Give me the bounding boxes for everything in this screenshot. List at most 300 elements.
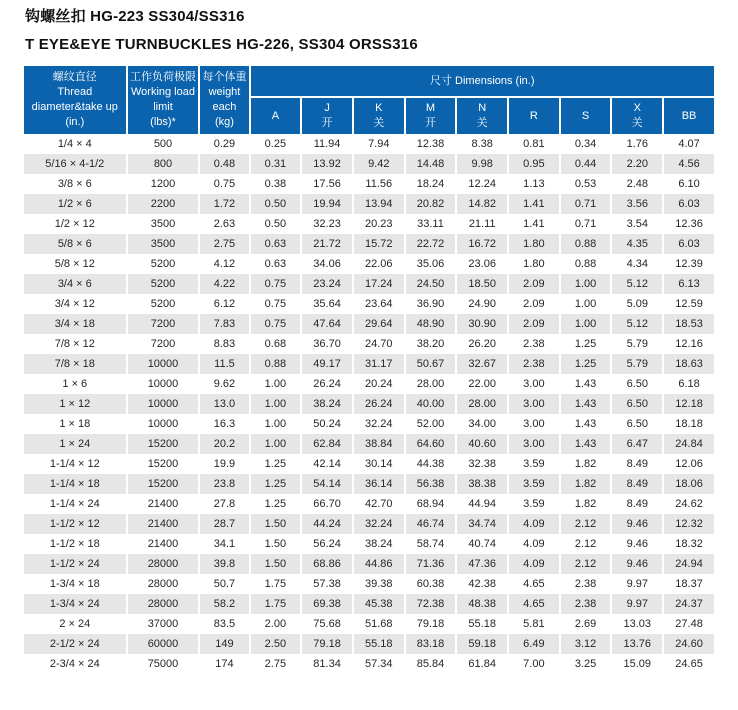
table-cell: 26.20	[457, 334, 507, 354]
table-cell: 0.31	[251, 154, 301, 174]
table-cell: 2.69	[561, 614, 611, 634]
table-cell: 8.49	[612, 494, 662, 514]
header-line: Working load	[130, 86, 195, 99]
table-row	[24, 494, 714, 514]
table-cell: 47.64	[302, 314, 352, 334]
table-cell: 15200	[128, 474, 199, 494]
table-cell: 6.03	[664, 234, 714, 254]
table-cell: 55.18	[354, 634, 404, 654]
table-row	[24, 374, 714, 394]
table-cell: 1.00	[251, 394, 301, 414]
table-cell: 1 × 18	[24, 414, 126, 434]
table-cell: 2.09	[509, 294, 559, 314]
table-cell: 38.20	[406, 334, 456, 354]
table-cell: 2200	[128, 194, 199, 214]
table-cell: 36.90	[406, 294, 456, 314]
table-cell: 1.76	[612, 134, 662, 154]
table-cell: 26.24	[302, 374, 352, 394]
table-cell: 4.09	[509, 534, 559, 554]
table-cell: 1-3/4 × 18	[24, 574, 126, 594]
table-cell: 12.18	[664, 394, 714, 414]
table-cell: 38.84	[354, 434, 404, 454]
table-cell: 51.68	[354, 614, 404, 634]
table-cell: 15200	[128, 454, 199, 474]
table-cell: 1.00	[561, 294, 611, 314]
table-cell: 36.14	[354, 474, 404, 494]
table-cell: 4.07	[664, 134, 714, 154]
page-title-english: T EYE&EYE TURNBUCKLES HG-226, SS304 ORSS316	[25, 36, 418, 53]
table-cell: 12.36	[664, 214, 714, 234]
table-cell: 1.50	[251, 514, 301, 534]
table-cell: 57.38	[302, 574, 352, 594]
table-cell: 20.2	[200, 434, 248, 454]
table-cell: 1 × 6	[24, 374, 126, 394]
table-cell: 79.18	[406, 614, 456, 634]
table-cell: 2.48	[612, 174, 662, 194]
table-cell: 12.39	[664, 254, 714, 274]
table-cell: 0.25	[251, 134, 301, 154]
table-cell: 15.72	[354, 234, 404, 254]
table-cell: 3500	[128, 214, 199, 234]
table-cell: 0.29	[200, 134, 248, 154]
table-cell: 3.59	[509, 474, 559, 494]
table-cell: 4.65	[509, 574, 559, 594]
table-cell: 3.59	[509, 494, 559, 514]
table-cell: 800	[128, 154, 199, 174]
table-cell: 3.56	[612, 194, 662, 214]
table-row	[24, 474, 714, 494]
header-line: Thread	[57, 86, 93, 99]
table-cell: 10000	[128, 394, 199, 414]
table-cell: 5200	[128, 274, 199, 294]
table-cell: 26.24	[354, 394, 404, 414]
table-cell: 21400	[128, 514, 199, 534]
table-cell: 18.06	[664, 474, 714, 494]
table-cell: 55.18	[457, 614, 507, 634]
table-cell: 1.43	[561, 374, 611, 394]
table-cell: 2.38	[561, 574, 611, 594]
table-cell: 33.11	[406, 214, 456, 234]
table-cell: 1.25	[561, 354, 611, 374]
table-cell: 1-1/2 × 12	[24, 514, 126, 534]
table-cell: 34.74	[457, 514, 507, 534]
table-cell: 24.60	[664, 634, 714, 654]
table-cell: 12.59	[664, 294, 714, 314]
table-row	[24, 314, 714, 334]
table-cell: 1-1/4 × 12	[24, 454, 126, 474]
table-cell: 2.09	[509, 314, 559, 334]
table-cell: 15.09	[612, 654, 662, 674]
table-cell: 0.50	[251, 194, 301, 214]
table-cell: 2.38	[509, 354, 559, 374]
table-cell: 75.68	[302, 614, 352, 634]
table-cell: 40.00	[406, 394, 456, 414]
table-cell: 68.86	[302, 554, 352, 574]
table-row	[24, 294, 714, 314]
table-cell: 4.09	[509, 514, 559, 534]
table-cell: 6.47	[612, 434, 662, 454]
table-cell: 49.17	[302, 354, 352, 374]
table-cell: 1.25	[561, 334, 611, 354]
table-cell: 2.75	[200, 234, 248, 254]
table-cell: 12.24	[457, 174, 507, 194]
table-cell: 24.70	[354, 334, 404, 354]
table-cell: 0.75	[251, 294, 301, 314]
table-cell: 0.71	[561, 194, 611, 214]
header-line: diameter&take up	[31, 101, 118, 113]
table-row	[24, 174, 714, 194]
table-cell: 5/16 × 4-1/2	[24, 154, 126, 174]
table-cell: 1.25	[251, 454, 301, 474]
turnbuckle-spec-table	[22, 66, 716, 674]
table-cell: 47.36	[457, 554, 507, 574]
table-cell: 3/4 × 18	[24, 314, 126, 334]
table-row	[24, 634, 714, 654]
table-cell: 34.00	[457, 414, 507, 434]
table-cell: 40.60	[457, 434, 507, 454]
table-cell: 3.00	[509, 434, 559, 454]
table-cell: 3.59	[509, 454, 559, 474]
table-cell: 10000	[128, 414, 199, 434]
table-cell: 0.63	[251, 254, 301, 274]
table-row	[24, 194, 714, 214]
table-row	[24, 354, 714, 374]
table-cell: 29.64	[354, 314, 404, 334]
table-cell: 2.38	[561, 594, 611, 614]
table-row	[24, 134, 714, 154]
table-cell: 1.41	[509, 194, 559, 214]
table-cell: 81.34	[302, 654, 352, 674]
table-cell: 18.53	[664, 314, 714, 334]
table-cell: 32.23	[302, 214, 352, 234]
header-line: weight	[208, 86, 241, 99]
table-cell: 79.18	[302, 634, 352, 654]
dim-col-header-k: K 关	[354, 98, 404, 134]
table-cell: 4.22	[200, 274, 248, 294]
table-cell: 0.50	[251, 214, 301, 234]
table-cell: 1.82	[561, 494, 611, 514]
table-cell: 16.72	[457, 234, 507, 254]
table-cell: 2.20	[612, 154, 662, 174]
table-cell: 3/4 × 6	[24, 274, 126, 294]
table-cell: 23.06	[457, 254, 507, 274]
table-cell: 23.8	[200, 474, 248, 494]
table-cell: 5.12	[612, 314, 662, 334]
column-header-weight	[200, 66, 248, 134]
table-cell: 34.06	[302, 254, 352, 274]
table-cell: 4.09	[509, 554, 559, 574]
header-line: (in.)	[65, 115, 85, 128]
table-cell: 28.7	[200, 514, 248, 534]
table-cell: 1.80	[509, 234, 559, 254]
table-cell: 58.74	[406, 534, 456, 554]
table-cell: 4.35	[612, 234, 662, 254]
table-cell: 42.14	[302, 454, 352, 474]
table-cell: 23.64	[354, 294, 404, 314]
table-cell: 0.75	[251, 274, 301, 294]
table-cell: 44.24	[302, 514, 352, 534]
table-cell: 1.25	[251, 474, 301, 494]
table-cell: 8.83	[200, 334, 248, 354]
table-cell: 11.5	[200, 354, 248, 374]
table-cell: 28000	[128, 574, 199, 594]
table-cell: 13.92	[302, 154, 352, 174]
table-cell: 2.38	[509, 334, 559, 354]
table-cell: 37000	[128, 614, 199, 634]
table-cell: 7/8 × 12	[24, 334, 126, 354]
table-cell: 1.43	[561, 394, 611, 414]
table-cell: 1/4 × 4	[24, 134, 126, 154]
table-cell: 9.97	[612, 594, 662, 614]
table-cell: 48.38	[457, 594, 507, 614]
table-cell: 24.62	[664, 494, 714, 514]
table-cell: 1-1/2 × 24	[24, 554, 126, 574]
table-cell: 35.06	[406, 254, 456, 274]
table-cell: 3/8 × 6	[24, 174, 126, 194]
table-cell: 7.94	[354, 134, 404, 154]
table-cell: 13.76	[612, 634, 662, 654]
table-cell: 1.50	[251, 534, 301, 554]
table-cell: 4.34	[612, 254, 662, 274]
table-cell: 34.1	[200, 534, 248, 554]
table-cell: 1.75	[251, 594, 301, 614]
column-header-thread-diameter	[24, 66, 126, 134]
table-cell: 32.67	[457, 354, 507, 374]
dim-col-header-bb: BB	[664, 98, 714, 134]
table-row	[24, 574, 714, 594]
table-cell: 500	[128, 134, 199, 154]
table-cell: 60000	[128, 634, 199, 654]
table-cell: 1.80	[509, 254, 559, 274]
table-cell: 2-1/2 × 24	[24, 634, 126, 654]
table-row	[24, 434, 714, 454]
table-cell: 57.34	[354, 654, 404, 674]
table-cell: 44.38	[406, 454, 456, 474]
table-cell: 1.72	[200, 194, 248, 214]
table-cell: 18.18	[664, 414, 714, 434]
table-row	[24, 654, 714, 674]
table-cell: 0.63	[251, 234, 301, 254]
table-cell: 149	[200, 634, 248, 654]
table-cell: 56.24	[302, 534, 352, 554]
table-cell: 12.38	[406, 134, 456, 154]
table-cell: 42.38	[457, 574, 507, 594]
table-cell: 71.36	[406, 554, 456, 574]
table-cell: 5.79	[612, 334, 662, 354]
header-line: 工作负荷极限	[129, 71, 196, 84]
table-cell: 13.03	[612, 614, 662, 634]
table-row	[24, 614, 714, 634]
table-cell: 0.68	[251, 334, 301, 354]
table-cell: 36.70	[302, 334, 352, 354]
table-cell: 17.56	[302, 174, 352, 194]
table-cell: 0.88	[561, 234, 611, 254]
table-cell: 3.25	[561, 654, 611, 674]
table-cell: 1.41	[509, 214, 559, 234]
table-cell: 0.44	[561, 154, 611, 174]
table-cell: 5/8 × 12	[24, 254, 126, 274]
table-cell: 10000	[128, 354, 199, 374]
table-cell: 23.24	[302, 274, 352, 294]
table-cell: 38.24	[302, 394, 352, 414]
table-cell: 1.00	[251, 434, 301, 454]
table-cell: 19.9	[200, 454, 248, 474]
table-cell: 1.43	[561, 434, 611, 454]
table-cell: 6.13	[664, 274, 714, 294]
page-title-chinese: 钩螺丝扣 HG-223 SS304/SS316	[25, 8, 245, 25]
table-cell: 12.06	[664, 454, 714, 474]
table-cell: 66.70	[302, 494, 352, 514]
table-cell: 50.7	[200, 574, 248, 594]
table-cell: 21.72	[302, 234, 352, 254]
table-cell: 83.5	[200, 614, 248, 634]
table-cell: 5.12	[612, 274, 662, 294]
table-cell: 7.83	[200, 314, 248, 334]
table-cell: 1-3/4 × 24	[24, 594, 126, 614]
table-cell: 1-1/2 × 18	[24, 534, 126, 554]
table-cell: 174	[200, 654, 248, 674]
table-cell: 4.12	[200, 254, 248, 274]
table-cell: 59.18	[457, 634, 507, 654]
table-cell: 5200	[128, 254, 199, 274]
table-cell: 4.65	[509, 594, 559, 614]
table-cell: 6.50	[612, 374, 662, 394]
table-cell: 19.94	[302, 194, 352, 214]
table-cell: 38.24	[354, 534, 404, 554]
table-cell: 8.49	[612, 474, 662, 494]
table-cell: 13.94	[354, 194, 404, 214]
table-cell: 48.90	[406, 314, 456, 334]
table-header	[24, 66, 714, 134]
table-cell: 14.82	[457, 194, 507, 214]
table-cell: 5200	[128, 294, 199, 314]
table-cell: 58.2	[200, 594, 248, 614]
table-cell: 64.60	[406, 434, 456, 454]
table-cell: 1/2 × 6	[24, 194, 126, 214]
table-cell: 9.42	[354, 154, 404, 174]
table-cell: 72.38	[406, 594, 456, 614]
table-cell: 45.38	[354, 594, 404, 614]
table-cell: 38.38	[457, 474, 507, 494]
table-cell: 27.48	[664, 614, 714, 634]
table-cell: 2.12	[561, 514, 611, 534]
table-cell: 6.10	[664, 174, 714, 194]
table-row	[24, 554, 714, 574]
table-cell: 18.63	[664, 354, 714, 374]
table-cell: 15200	[128, 434, 199, 454]
dim-col-header-j: J 开	[302, 98, 352, 134]
table-cell: 2.00	[251, 614, 301, 634]
table-cell: 1.00	[251, 414, 301, 434]
table-cell: 3500	[128, 234, 199, 254]
table-cell: 9.46	[612, 534, 662, 554]
table-cell: 14.48	[406, 154, 456, 174]
table-body	[24, 134, 714, 674]
table-cell: 2 × 24	[24, 614, 126, 634]
table-cell: 11.94	[302, 134, 352, 154]
table-cell: 3.00	[509, 414, 559, 434]
table-cell: 9.46	[612, 514, 662, 534]
table-cell: 32.38	[457, 454, 507, 474]
table-row	[24, 594, 714, 614]
table-cell: 39.8	[200, 554, 248, 574]
table-cell: 16.3	[200, 414, 248, 434]
table-cell: 24.65	[664, 654, 714, 674]
table-cell: 30.14	[354, 454, 404, 474]
table-cell: 13.0	[200, 394, 248, 414]
table-cell: 1.00	[251, 374, 301, 394]
dim-col-header-a: A	[251, 98, 301, 134]
table-cell: 9.98	[457, 154, 507, 174]
table-cell: 54.14	[302, 474, 352, 494]
table-cell: 62.84	[302, 434, 352, 454]
table-cell: 0.48	[200, 154, 248, 174]
table-cell: 1-1/4 × 18	[24, 474, 126, 494]
table-cell: 20.23	[354, 214, 404, 234]
table-cell: 3.00	[509, 394, 559, 414]
table-cell: 5/8 × 6	[24, 234, 126, 254]
table-row	[24, 154, 714, 174]
table-cell: 3.00	[509, 374, 559, 394]
table-cell: 5.81	[509, 614, 559, 634]
table-cell: 2.50	[251, 634, 301, 654]
table-row	[24, 514, 714, 534]
table-cell: 6.50	[612, 414, 662, 434]
table-cell: 22.06	[354, 254, 404, 274]
table-row	[24, 274, 714, 294]
dim-col-header-s: S	[561, 98, 611, 134]
table-cell: 39.38	[354, 574, 404, 594]
table-cell: 40.74	[457, 534, 507, 554]
table-cell: 9.62	[200, 374, 248, 394]
table-cell: 28.00	[406, 374, 456, 394]
table-cell: 56.38	[406, 474, 456, 494]
table-row	[24, 234, 714, 254]
table-cell: 12.16	[664, 334, 714, 354]
table-row	[24, 334, 714, 354]
table-cell: 24.84	[664, 434, 714, 454]
table-cell: 0.75	[200, 174, 248, 194]
table-cell: 0.88	[251, 354, 301, 374]
table-cell: 1.25	[251, 494, 301, 514]
table-cell: 21400	[128, 494, 199, 514]
table-cell: 32.24	[354, 514, 404, 534]
table-cell: 8.38	[457, 134, 507, 154]
header-line: 螺纹直径	[52, 71, 97, 84]
table-cell: 32.24	[354, 414, 404, 434]
table-cell: 28.00	[457, 394, 507, 414]
table-cell: 22.00	[457, 374, 507, 394]
table-row	[24, 214, 714, 234]
table-cell: 1.00	[561, 314, 611, 334]
table-cell: 20.24	[354, 374, 404, 394]
table-cell: 2.09	[509, 274, 559, 294]
table-cell: 1.00	[561, 274, 611, 294]
table-cell: 28000	[128, 594, 199, 614]
table-cell: 17.24	[354, 274, 404, 294]
table-cell: 11.56	[354, 174, 404, 194]
table-cell: 44.94	[457, 494, 507, 514]
table-cell: 0.34	[561, 134, 611, 154]
table-cell: 21400	[128, 534, 199, 554]
table-cell: 52.00	[406, 414, 456, 434]
table-cell: 50.24	[302, 414, 352, 434]
table-cell: 28000	[128, 554, 199, 574]
table-row	[24, 394, 714, 414]
table-cell: 1.75	[251, 574, 301, 594]
table-cell: 7200	[128, 314, 199, 334]
table-cell: 6.50	[612, 394, 662, 414]
